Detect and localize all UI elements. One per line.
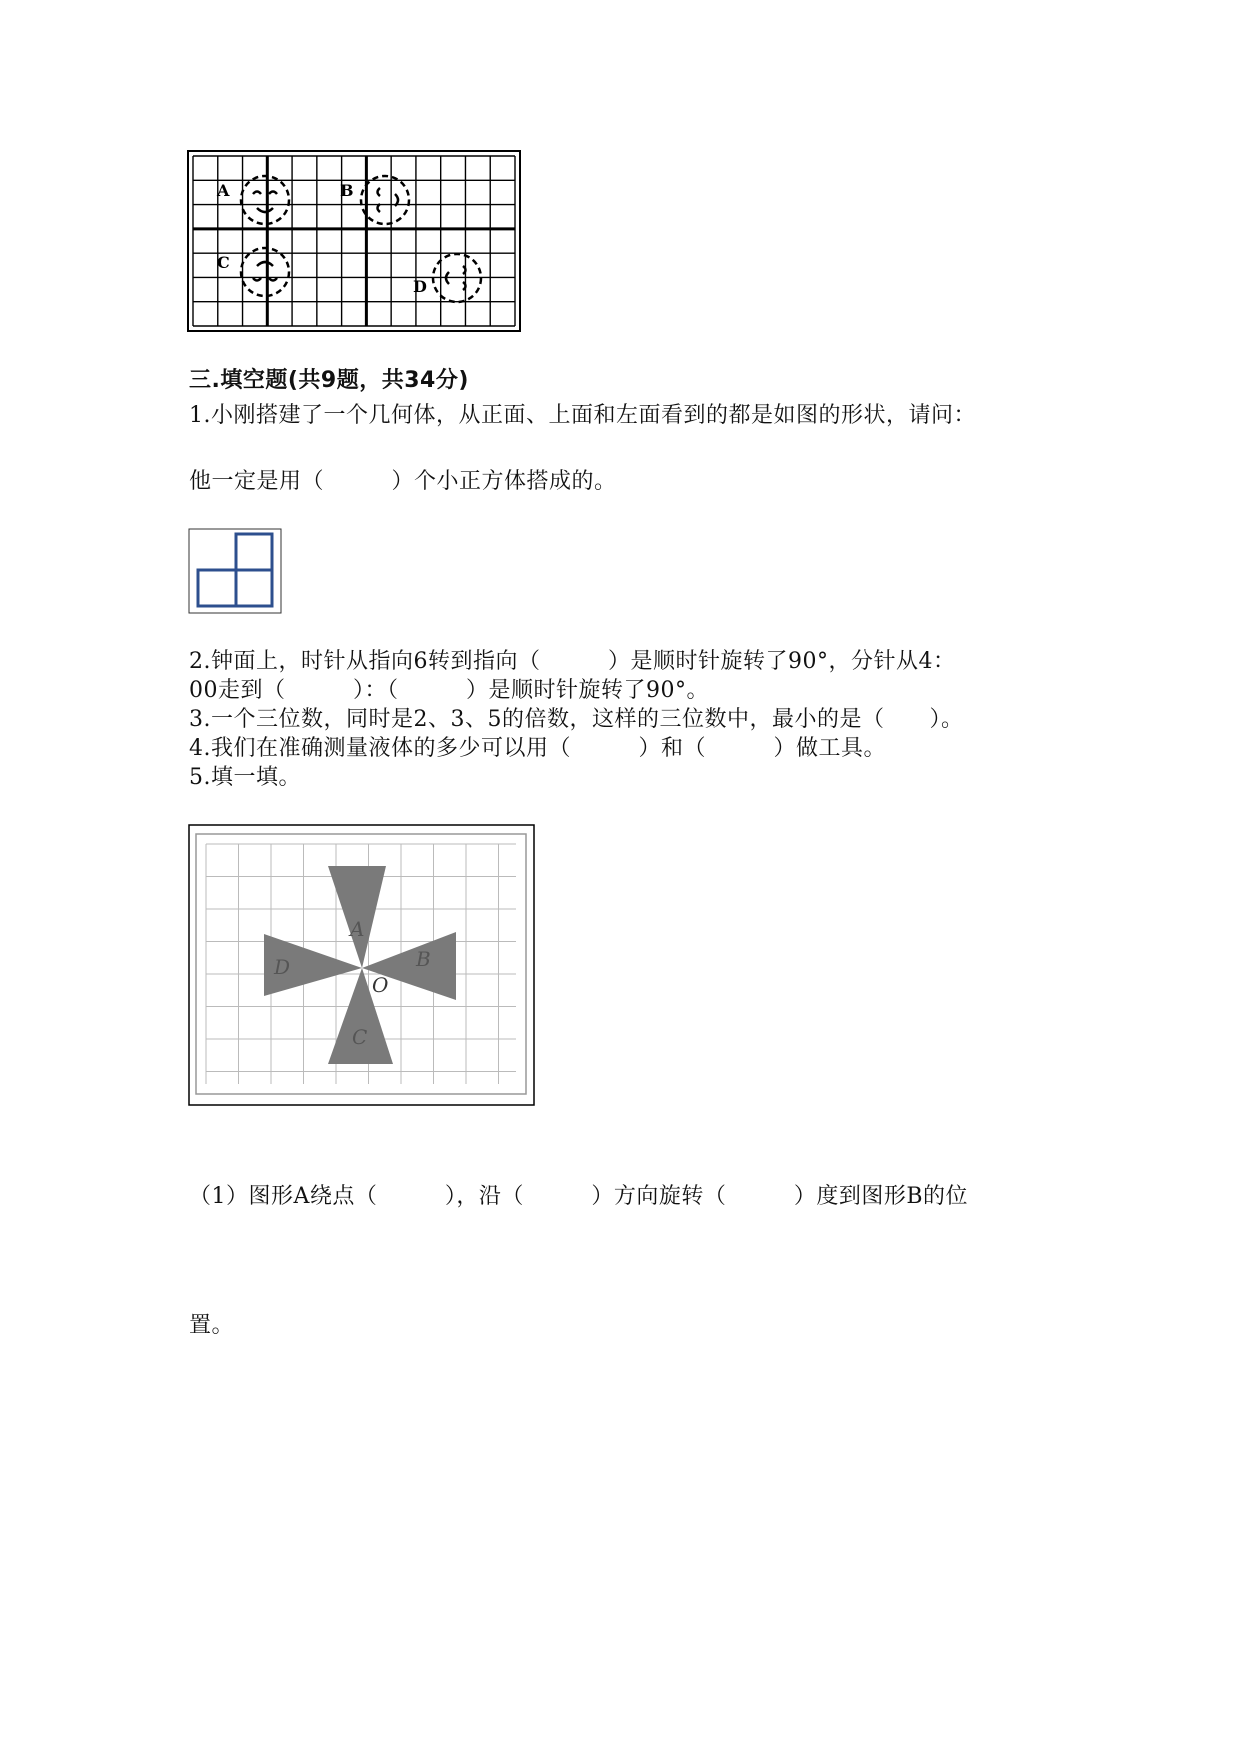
q1-text-line2: 他一定是用（ ）个小正方体搭成的。 — [189, 469, 617, 494]
face-label-b: B — [340, 181, 354, 200]
face-label-c: C — [217, 253, 230, 272]
q5-sub1-line1: （1）图形A绕点（ ），沿（ ）方向旋转（ ）度到图形B的位 — [189, 1184, 969, 1209]
q4-text: 4.我们在准确测量液体的多少可以用（ ）和（ ）做工具。 — [189, 736, 886, 761]
q1-text-line1: 1.小刚搭建了一个几何体，从正面、上面和左面看到的都是如图的形状，请问： — [189, 403, 976, 428]
q3-text: 3.一个三位数，同时是2、3、5的倍数，这样的三位数中，最小的是（ ）。 — [189, 707, 964, 732]
q2-text-line2: 00走到（ ）：（ ）是顺时针旋转了90°。 — [189, 678, 709, 703]
shape-label-d: D — [274, 955, 291, 979]
cube-view-figure — [188, 528, 282, 614]
shape-label-b: B — [416, 947, 431, 971]
face-label-a: A — [217, 181, 230, 200]
pinwheel-figure — [188, 824, 535, 1106]
shape-label-c: C — [352, 1025, 368, 1049]
q5-title: 5.填一填。 — [189, 765, 301, 790]
face-label-d: D — [413, 277, 427, 296]
faces-grid-figure — [187, 150, 521, 332]
section-title: 三.填空题(共9题，共34分) — [189, 368, 469, 393]
q2-text-line1: 2.钟面上，时针从指向6转到指向（ ）是顺时针旋转了90°，分针从4： — [189, 649, 956, 674]
q5-sub1-line2: 置。 — [189, 1313, 235, 1338]
center-label-o: O — [372, 973, 389, 997]
shape-label-a: A — [350, 917, 365, 941]
